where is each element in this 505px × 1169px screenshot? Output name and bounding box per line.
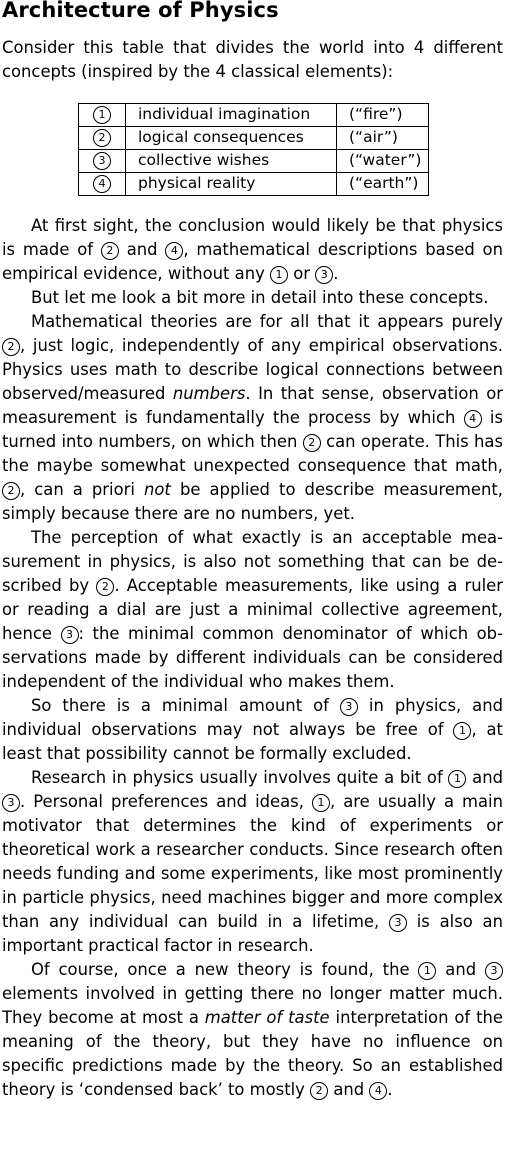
circled-number: 2: [93, 129, 111, 147]
circled-number: 3: [93, 152, 111, 170]
circled-number: 1: [312, 794, 330, 812]
circled-number: 2: [101, 242, 119, 260]
concept-cell: collective wishes: [126, 150, 337, 173]
circled-number: 1: [93, 106, 111, 124]
table-row: [79, 104, 429, 127]
circled-number: 2: [303, 434, 321, 452]
page-title: Architecture of Physics: [2, 0, 279, 22]
paragraph: Of course, once a new theory is found, the 1 and 3 elements involved in getting there no longer matter much. They become at most a matter of taste interpretation of the meaning of the theory, but they have no influence on specific predictions made by the theory. So an established theory is ‘condensed back’ to mostly 2 and 4 .: [2, 960, 503, 1099]
concept-cell: physical reality: [126, 173, 337, 196]
circled-number: 4: [464, 410, 482, 428]
circled-number: 3: [61, 626, 79, 644]
circled-number: 3: [315, 266, 333, 284]
table-row: [79, 127, 429, 150]
circled-number: 4: [369, 1082, 387, 1100]
element-cell: (“air”): [337, 127, 429, 150]
concept-cell: logical consequences: [126, 127, 337, 150]
circled-number: 2: [2, 338, 20, 356]
circled-number: 4: [93, 175, 111, 193]
table-row: [79, 150, 429, 173]
circled-number: 2: [310, 1082, 328, 1100]
body-text: [2, 214, 503, 1102]
circled-number: 2: [96, 578, 114, 596]
paragraph: Research in physics usually involves quite a bit of 1 and 3 . Personal preferences and ideas, 1 , are usually a main motivator that determines the kind of experiments or theoretical work a researcher conducts. Since research often needs funding and some experiments, like most prominently in particle physics, need machines bigger and more complex than any individual can build in a lifetime, 3 is also an important practical factor in research.: [2, 768, 503, 955]
paragraph: The perception of what exactly is an acceptable measurement in physics, is also not something that can be described by 2 . Acceptable measurements, like using a ruler or reading a dial are just a minimal collective agreement, hence 3 : the minimal common denominator of which observations made by different individuals can be considered independent of the individual who makes them.: [2, 528, 503, 691]
circled-number: 1: [270, 266, 288, 284]
element-cell: (“earth”): [337, 173, 429, 196]
table-row: [79, 173, 429, 196]
circled-number: 4: [165, 242, 183, 260]
circled-number: 1: [453, 722, 471, 740]
intro-paragraph: Consider this table that divides the world into 4 different concepts (inspired by the 4 classical elements):: [2, 38, 503, 81]
circled-number: 3: [340, 698, 358, 716]
circled-number: 1: [418, 962, 436, 980]
circled-number: 2: [2, 482, 20, 500]
circled-number: 3: [389, 914, 407, 932]
concept-cell: individual imagination: [126, 104, 337, 127]
element-cell: (“fire”): [337, 104, 429, 127]
paragraph: But let me look a bit more in detail into these concepts.: [31, 288, 489, 307]
circled-number: 3: [2, 794, 20, 812]
paragraph: At first sight, the conclusion would likely be that physics is made of 2 and 4 , mathematical descriptions based on empirical evidence, without any 1 or 3 .: [2, 216, 503, 283]
paragraph: So there is a minimal amount of 3 in physics, and individual observations may not always be free of 1 , at least that possibility cannot be formally excluded.: [2, 696, 504, 763]
element-cell: (“water”): [337, 150, 429, 173]
circled-number: 3: [485, 962, 503, 980]
circled-number: 1: [448, 770, 466, 788]
paragraph: Mathematical theories are for all that it appears purely 2 , just logic, independently of any empirical observations. Physics uses math to describe logical connections between observed/measured numbers. In that sense, observation or measurement is fundamentally the process by which 4 is turned into numbers, on which then 2 can operate. This has the maybe somewhat unexpected consequence that math, 2 , can a priori not be applied to describe measurement, simply because there are no numbers, yet.: [2, 312, 504, 523]
concepts-table: [78, 103, 429, 196]
